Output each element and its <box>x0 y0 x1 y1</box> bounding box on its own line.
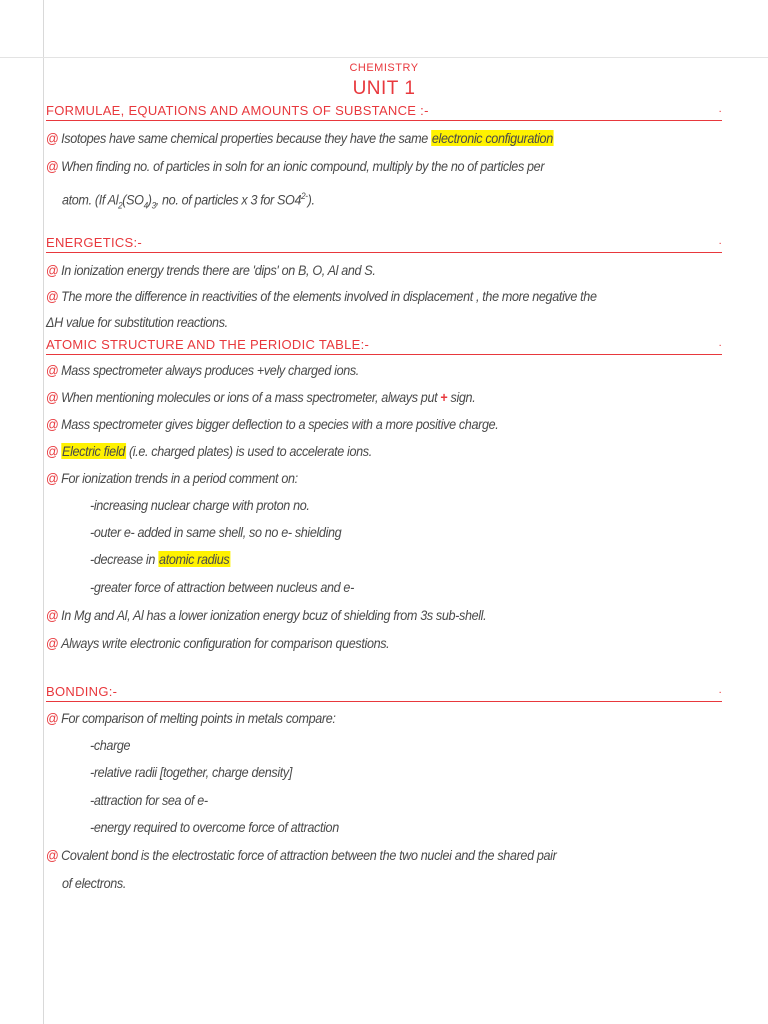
bullet-icon: @ <box>46 416 59 432</box>
highlighted-term: atomic radius <box>159 551 230 567</box>
list-item-continuation: ΔH value for substitution reactions. <box>46 314 228 330</box>
highlighted-term: electronic configuration <box>431 130 553 146</box>
subject-label: CHEMISTRY <box>349 62 419 74</box>
list-item: @ Mass spectrometer always produces +vely charged ions. <box>46 362 359 378</box>
section-heading-formulae: FORMULAE, EQUATIONS AND AMOUNTS OF SUBSTANCE :- . <box>46 102 722 121</box>
list-item: @ When finding no. of particles in soln for an ionic compound, multiply by the no of particles per <box>46 158 545 174</box>
section-heading-atomic-structure: ATOMIC STRUCTURE AND THE PERIODIC TABLE:- . <box>46 336 722 355</box>
sub-list-item: -outer e- added in same shell, so no e- shielding <box>90 524 342 540</box>
bullet-icon: @ <box>46 130 59 146</box>
list-item: @ Covalent bond is the electrostatic force of attraction between the two nuclei and the shared pair <box>46 847 557 863</box>
unit-title: UNIT 1 <box>352 78 416 99</box>
sub-list-item: -greater force of attraction between nucleus and e- <box>90 579 354 595</box>
highlighted-term: Electric field <box>62 443 125 459</box>
page-margin-line <box>43 0 44 1024</box>
sub-list-item: -relative radii [together, charge density] <box>90 764 293 780</box>
list-item: @ For ionization trends in a period comment on: <box>46 470 298 486</box>
bullet-icon: @ <box>46 262 59 278</box>
sub-list-item: -charge <box>90 737 131 753</box>
bullet-icon: @ <box>46 635 59 651</box>
bullet-icon: @ <box>46 158 59 174</box>
sub-list-item: -decrease in atomic radius <box>90 551 230 567</box>
list-item: @ When mentioning molecules or ions of a mass spectrometer, always put + sign. <box>46 389 476 405</box>
plus-sign: + <box>440 389 448 405</box>
bullet-icon: @ <box>46 389 59 405</box>
bullet-icon: @ <box>46 710 59 726</box>
list-item: @ Mass spectrometer gives bigger deflection to a species with a more positive charge. <box>46 416 499 432</box>
bullet-icon: @ <box>46 362 59 378</box>
bullet-icon: @ <box>46 470 59 486</box>
bullet-icon: @ <box>46 443 59 459</box>
bullet-icon: @ <box>46 847 59 863</box>
top-rule <box>0 57 768 58</box>
list-item: @ In ionization energy trends there are 'dips' on B, O, Al and S. <box>46 262 376 278</box>
bullet-icon: @ <box>46 288 59 304</box>
list-item: @ For comparison of melting points in metals compare: <box>46 710 336 726</box>
list-item-continuation: atom. (If $Al_2(SO_4)_3$, no. of particles x 3 for $SO4^{2-}$). <box>62 191 315 211</box>
section-heading-bonding: BONDING:- . <box>46 683 722 702</box>
sub-list-item: -energy required to overcome force of attraction <box>90 819 339 835</box>
list-item: @ The more the difference in reactivities of the elements involved in displacement , the more negative the <box>46 288 597 304</box>
sub-list-item: -attraction for sea of e- <box>90 792 208 808</box>
list-item: @ In Mg and Al, Al has a lower ionization energy bcuz of shielding from 3s sub-shell. <box>46 607 487 623</box>
bullet-icon: @ <box>46 607 59 623</box>
list-item: @ Isotopes have same chemical properties because they have the same electronic configuration <box>46 130 553 146</box>
sub-list-item: -increasing nuclear charge with proton no. <box>90 497 310 513</box>
section-heading-energetics: ENERGETICS:- . <box>46 234 722 253</box>
list-item: @ Always write electronic configuration for comparison questions. <box>46 635 390 651</box>
list-item-continuation: of electrons. <box>62 875 126 891</box>
list-item: @ Electric field (i.e. charged plates) is used to accelerate ions. <box>46 443 372 459</box>
